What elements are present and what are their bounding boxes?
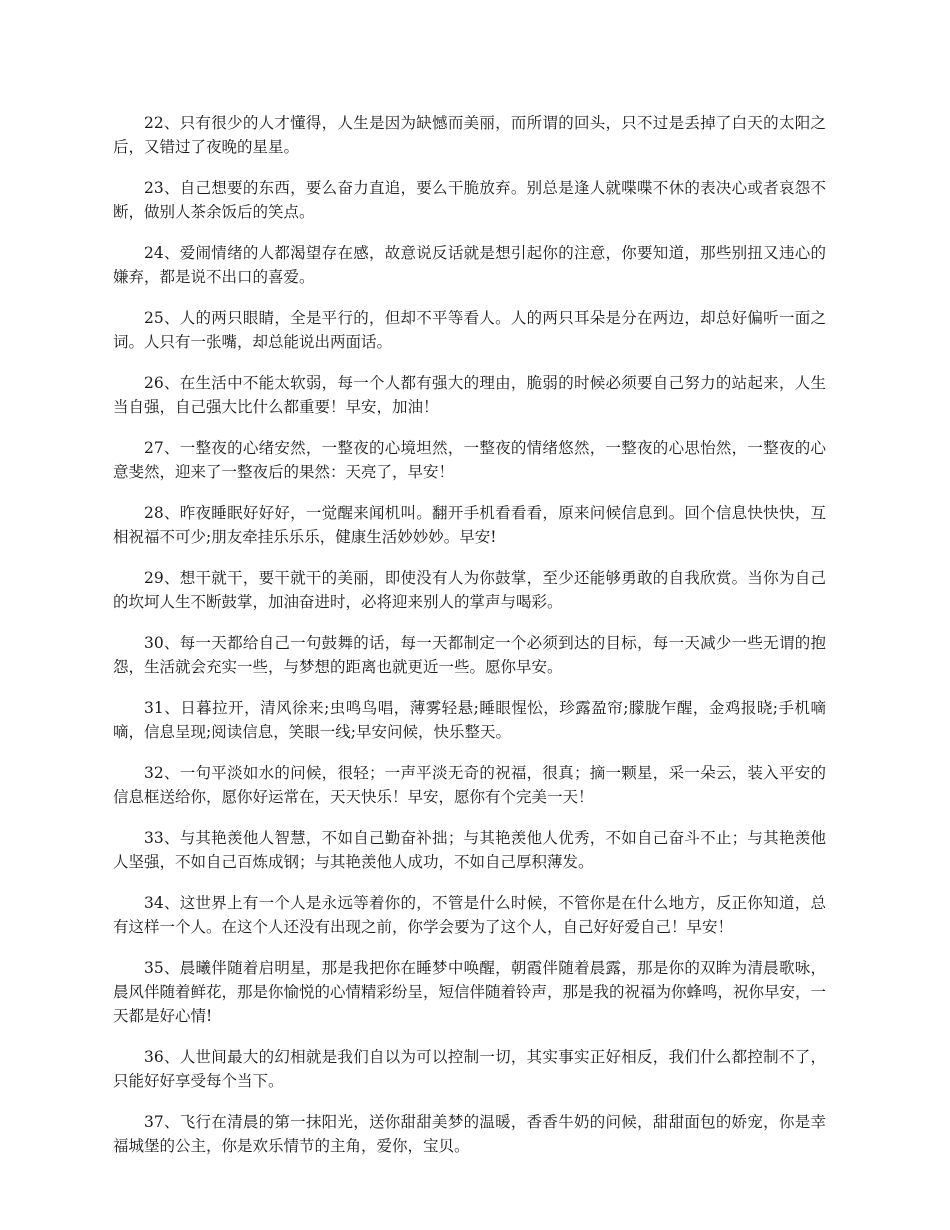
- paragraph-27: 27、一整夜的心绪安然，一整夜的心境坦然，一整夜的情绪悠然，一整夜的心思怡然，一整夜的心意斐然，迎来了一整夜后的果然：天亮了，早安！: [113, 439, 826, 481]
- paragraph-22: 22、只有很少的人才懂得，人生是因为缺憾而美丽，而所谓的回头，只不过是丢掉了白天的太阳之后，又错过了夜晚的星星。: [113, 114, 826, 156]
- paragraph-26: 26、在生活中不能太软弱，每一个人都有强大的理由，脆弱的时候必须要自己努力的站起来，人生当自强，自己强大比什么都重要！早安，加油！: [113, 374, 826, 416]
- paragraph-36: 36、人世间最大的幻相就是我们自以为可以控制一切，其实事实正好相反，我们什么都控制不了，只能好好享受每个当下。: [113, 1048, 826, 1090]
- paragraph-30: 30、每一天都给自己一句鼓舞的话，每一天都制定一个必须到达的目标，每一天减少一些无谓的抱怨，生活就会充实一些，与梦想的距离也就更近一些。愿你早安。: [113, 634, 826, 676]
- paragraph-24: 24、爱闹情绪的人都渴望存在感，故意说反话就是想引起你的注意，你要知道，那些别扭又违心的嫌弃，都是说不出口的喜爱。: [113, 244, 826, 286]
- document-body: [113, 111, 826, 1175]
- paragraph-34: 34、这世界上有一个人是永远等着你的，不管是什么时候，不管你是在什么地方，反正你知道，总有这样一个人。在这个人还没有出现之前，你学会要为了这个人，自己好好爱自己！早安！: [113, 894, 826, 936]
- paragraph-31: 31、日暮拉开，清风徐来;虫鸣鸟唱，薄雾轻悬;睡眼惺忪，珍露盈帘;朦胧乍醒，金鸡报晓;手机嘀嘀，信息呈现;阅读信息，笑眼一线;早安问候，快乐整天。: [113, 699, 826, 741]
- paragraph-33: 33、与其艳羡他人智慧，不如自己勤奋补拙；与其艳羡他人优秀，不如自己奋斗不止；与其艳羡他人坚强，不如自己百炼成钢；与其艳羡他人成功，不如自己厚积薄发。: [113, 829, 826, 871]
- paragraph-25: 25、人的两只眼睛，全是平行的，但却不平等看人。人的两只耳朵是分在两边，却总好偏听一面之词。人只有一张嘴，却总能说出两面话。: [113, 309, 826, 351]
- paragraph-28: 28、昨夜睡眠好好好，一觉醒来闻机叫。翻开手机看看看，原来问候信息到。回个信息快快快，互相祝福不可少;朋友牵挂乐乐乐，健康生活妙妙妙。早安!: [113, 504, 826, 546]
- paragraph-32: 32、一句平淡如水的问候，很轻；一声平淡无奇的祝福，很真；摘一颗星，采一朵云，装入平安的信息框送给你，愿你好运常在，天天快乐！早安，愿你有个完美一天！: [113, 764, 826, 806]
- paragraph-29: 29、想干就干，要干就干的美丽，即使没有人为你鼓掌，至少还能够勇敢的自我欣赏。当你为自己的坎坷人生不断鼓掌，加油奋进时，必将迎来别人的掌声与喝彩。: [113, 569, 826, 611]
- paragraph-23: 23、自己想要的东西，要么奋力直追，要么干脆放弃。别总是逢人就喋喋不休的表决心或者哀怨不断，做别人茶余饭后的笑点。: [113, 179, 826, 221]
- paragraph-37: 37、飞行在清晨的第一抹阳光，送你甜甜美梦的温暖，香香牛奶的问候，甜甜面包的娇宠，你是幸福城堡的公主，你是欢乐情节的主角，爱你，宝贝。: [113, 1113, 826, 1155]
- paragraph-35: 35、晨曦伴随着启明星，那是我把你在睡梦中唤醒，朝霞伴随着晨露，那是你的双眸为清晨歌咏，晨风伴随着鲜花，那是你愉悦的心情精彩纷呈，短信伴随着铃声，那是我的祝福为你蜂鸣，祝你早安，一天都是好心情!: [113, 959, 827, 1025]
